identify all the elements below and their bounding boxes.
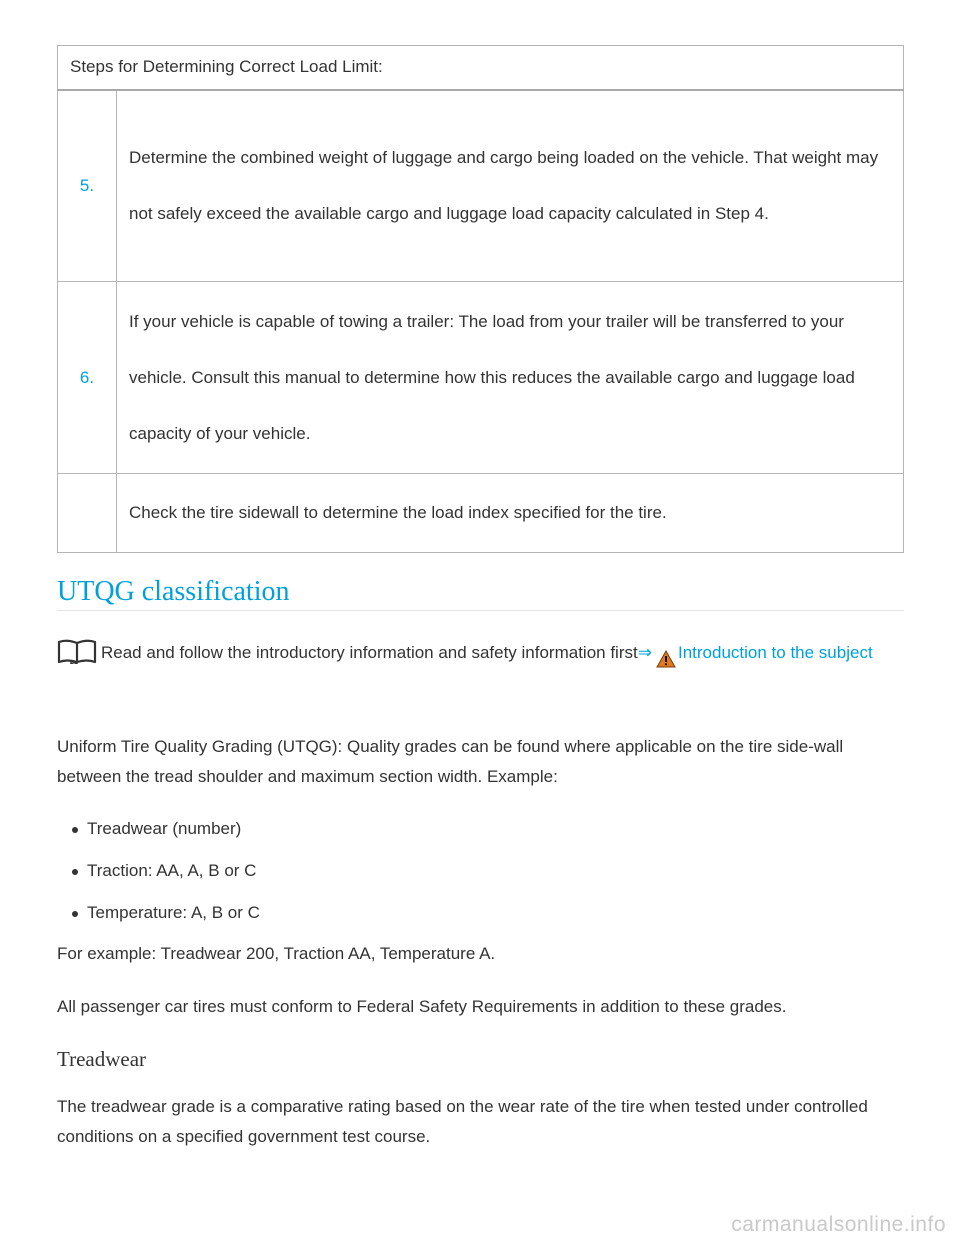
table-row (58, 282, 904, 474)
example-text: For example: Treadwear 200, Traction AA, Temperature A. (57, 944, 496, 963)
book-icon (57, 638, 97, 674)
step-number: 6. (58, 282, 117, 474)
section-title: UTQG classification (57, 574, 904, 611)
list-item: Temperature: A, B or C (57, 898, 904, 940)
watermark: carmanualsonline.info (731, 1213, 946, 1236)
warning-triangle-icon (656, 648, 676, 678)
arrow-icon: ⇒ (637, 643, 652, 662)
step-text: Determine the combined weight of luggage and cargo being loaded on the vehicle. That weight may not safely exceed the available cargo and luggage load capacity calculated in Step 4. (117, 90, 904, 282)
step-text: Check the tire sidewall to determine the load index specified for the tire. (117, 474, 904, 553)
table-row (58, 474, 904, 553)
conform-text: All passenger car tires must conform to Federal Safety Requirements in addition to these grades. (57, 997, 787, 1016)
step-number (58, 474, 117, 553)
table-row (58, 90, 904, 282)
load-limit-steps-table (57, 45, 904, 553)
introduction-link[interactable]: Introduction to the subject (677, 643, 873, 662)
intro-note (57, 638, 904, 678)
table-header: Steps for Determining Correct Load Limit: (58, 46, 904, 90)
utqg-grade-list (57, 814, 904, 940)
utqg-description: Uniform Tire Quality Grading (UTQG): Quality grades can be found where applicable on the tire side-wall between the tread shoulder and maximum section width. Example: (57, 737, 844, 786)
step-text: If your vehicle is capable of towing a trailer: The load from your trailer will be transferred to your vehicle. Consult this manual to determine how this reduces the available cargo and luggage load capacity of your vehicle. (117, 282, 904, 474)
treadwear-heading: Treadwear (57, 1047, 147, 1071)
intro-text: Read and follow the introductory information and safety information first (101, 643, 638, 662)
list-item: Treadwear (number) (57, 814, 904, 856)
step-number: 5. (58, 90, 117, 282)
list-item: Traction: AA, A, B or C (57, 856, 904, 898)
treadwear-text: The treadwear grade is a comparative rating based on the wear rate of the tire when tested under controlled conditions on a specified government test course. (57, 1097, 868, 1146)
